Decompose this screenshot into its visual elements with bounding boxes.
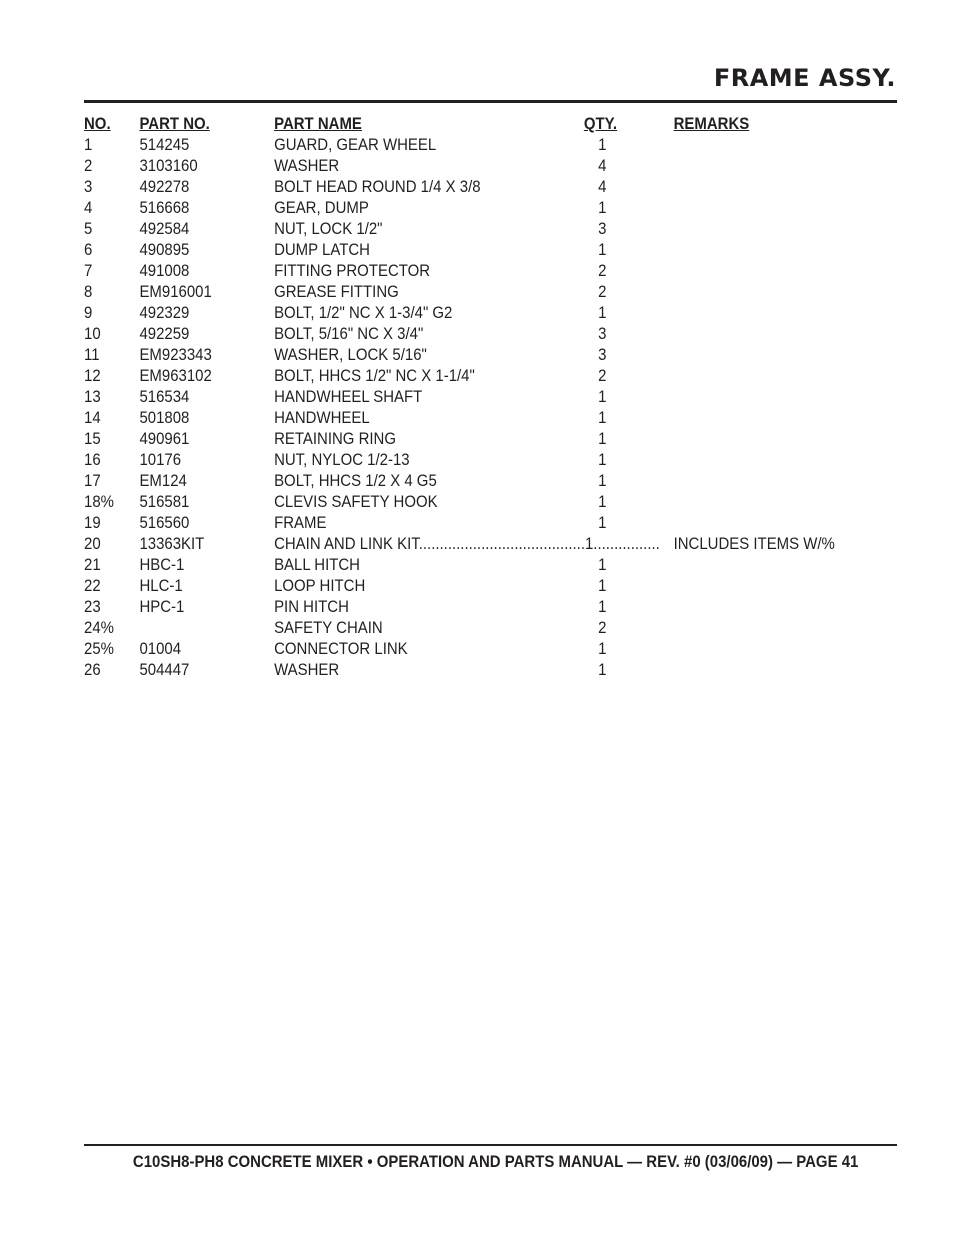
- row-part-name: GUARD, GEAR WHEEL: [274, 135, 437, 154]
- row-no: 6: [84, 240, 93, 259]
- header-part-name: PART NAME: [274, 114, 362, 133]
- row-part-no: 13363KIT: [139, 534, 205, 553]
- row-part-name: RETAINING RING: [274, 429, 396, 448]
- table-header-row: [84, 113, 897, 134]
- row-part-no: EM923343: [139, 345, 212, 364]
- page-footer: C10SH8-PH8 CONCRETE MIXER • OPERATION AND PARTS MANUAL — REV. #0 (03/06/09) — PAGE 41: [132, 1152, 858, 1171]
- table-row: [84, 428, 897, 449]
- row-no: 24%: [84, 618, 114, 637]
- row-part-no: HBC-1: [139, 555, 185, 574]
- row-qty: 1: [598, 240, 607, 259]
- row-part-no: 514245: [139, 135, 190, 154]
- row-qty: 4: [598, 156, 607, 175]
- row-part-name: BOLT, HHCS 1/2 X 4 G5: [274, 471, 437, 490]
- row-qty: 1: [598, 597, 607, 616]
- row-qty: 3: [598, 324, 607, 343]
- row-part-no: 490961: [139, 429, 190, 448]
- table-row: [84, 512, 897, 533]
- row-qty: 2: [598, 366, 607, 385]
- table-body-lower: [84, 554, 897, 680]
- row-no: 3: [84, 177, 93, 196]
- table-row: [84, 365, 897, 386]
- row-part-no: 501808: [139, 408, 190, 427]
- row-part-name: BOLT, 5/16" NC X 3/4": [274, 324, 424, 343]
- row-no: 11: [84, 345, 100, 364]
- table-row: [84, 134, 897, 155]
- row-part-no: EM916001: [139, 282, 212, 301]
- row-qty: 2: [598, 618, 607, 637]
- row-no: 5: [84, 219, 93, 238]
- row-part-no: 10176: [139, 450, 182, 469]
- row-part-no: 01004: [139, 639, 182, 658]
- row-part-name: NUT, LOCK 1/2": [274, 219, 383, 238]
- table-row: [84, 344, 897, 365]
- row-part-no: 492584: [139, 219, 190, 238]
- row-no: 15: [84, 429, 101, 448]
- row-part-name: GEAR, DUMP: [274, 198, 369, 217]
- table-row: [84, 449, 897, 470]
- table-row: [84, 155, 897, 176]
- row-part-no: 491008: [139, 261, 190, 280]
- page-title: FRAME ASSY.: [713, 64, 896, 92]
- row-part-name: LOOP HITCH: [274, 576, 366, 595]
- row-no: 19: [84, 513, 101, 532]
- row-part-name: FRAME: [274, 513, 327, 532]
- row-qty: 3: [598, 219, 607, 238]
- table-row: [84, 281, 897, 302]
- table-row: [84, 638, 897, 659]
- table-body-upper: [84, 134, 897, 533]
- row-qty: 1: [598, 135, 607, 154]
- row-no: 16: [84, 450, 101, 469]
- table-row: [84, 302, 897, 323]
- title-rule: [84, 100, 897, 103]
- row-part-name: BOLT, HHCS 1/2" NC X 1-1/4": [274, 366, 475, 385]
- row-part-name: BOLT HEAD ROUND 1/4 X 3/8: [274, 177, 481, 196]
- row-part-name: CLEVIS SAFETY HOOK: [274, 492, 438, 511]
- row-no: 9: [84, 303, 93, 322]
- row-no: 22: [84, 576, 101, 595]
- row-part-name: HANDWHEEL SHAFT: [274, 387, 423, 406]
- table-row: [84, 491, 897, 512]
- row-part-name-with-leaders: CHAIN AND LINK KIT........................................1................: [274, 534, 660, 553]
- parts-table: [84, 113, 897, 680]
- row-part-name: BALL HITCH: [274, 555, 360, 574]
- row-part-no: EM963102: [139, 366, 212, 385]
- footer-rule: [84, 1144, 897, 1146]
- row-qty: 1: [598, 639, 607, 658]
- row-qty: 1: [598, 198, 607, 217]
- row-part-no: HLC-1: [139, 576, 183, 595]
- table-row: [84, 197, 897, 218]
- row-no: 18%: [84, 492, 114, 511]
- row-part-no: HPC-1: [139, 597, 185, 616]
- header-part-no: PART NO.: [139, 114, 210, 133]
- header-remarks: REMARKS: [673, 114, 750, 133]
- row-qty: 1: [598, 450, 607, 469]
- row-part-no: 492259: [139, 324, 190, 343]
- row-no: 17: [84, 471, 101, 490]
- row-part-name: BOLT, 1/2" NC X 1-3/4" G2: [274, 303, 453, 322]
- row-qty: 1: [598, 303, 607, 322]
- row-part-name: WASHER: [274, 660, 340, 679]
- row-part-no: 516668: [139, 198, 190, 217]
- table-row: [84, 596, 897, 617]
- row-part-name: GREASE FITTING: [274, 282, 399, 301]
- row-part-name: CONNECTOR LINK: [274, 639, 408, 658]
- row-part-no: 516581: [139, 492, 190, 511]
- table-row: [84, 554, 897, 575]
- row-part-no: 492329: [139, 303, 190, 322]
- table-row: [84, 218, 897, 239]
- row-no: 10: [84, 324, 101, 343]
- row-part-name: WASHER: [274, 156, 340, 175]
- table-row: [84, 575, 897, 596]
- header-qty: QTY.: [583, 114, 618, 133]
- table-row: [84, 176, 897, 197]
- row-part-no: 516534: [139, 387, 190, 406]
- row-qty: 1: [598, 492, 607, 511]
- row-qty: 1: [598, 408, 607, 427]
- row-part-name: FITTING PROTECTOR: [274, 261, 431, 280]
- row-no: 4: [84, 198, 93, 217]
- row-no: 25%: [84, 639, 114, 658]
- row-part-name: NUT, NYLOC 1/2-13: [274, 450, 410, 469]
- row-qty: 3: [598, 345, 607, 364]
- row-qty: 2: [598, 282, 607, 301]
- row-qty: 2: [598, 261, 607, 280]
- row-qty: 4: [598, 177, 607, 196]
- row-qty: 1: [598, 576, 607, 595]
- row-no: 21: [84, 555, 101, 574]
- row-part-name: DUMP LATCH: [274, 240, 370, 259]
- row-part-no: 490895: [139, 240, 190, 259]
- row-qty: 1: [598, 429, 607, 448]
- row-no: 13: [84, 387, 101, 406]
- table-row: [84, 617, 897, 638]
- table-row: [84, 407, 897, 428]
- row-qty: 1: [598, 555, 607, 574]
- row-qty: 1: [598, 471, 607, 490]
- row-qty: 1: [598, 513, 607, 532]
- row-part-no: 3103160: [139, 156, 198, 175]
- row-no: 7: [84, 261, 93, 280]
- row-qty: 1: [598, 387, 607, 406]
- row-no: 8: [84, 282, 93, 301]
- row-part-name: HANDWHEEL: [274, 408, 370, 427]
- table-row-kit: [84, 533, 897, 554]
- row-part-name: SAFETY CHAIN: [274, 618, 383, 637]
- row-qty: 1: [598, 660, 607, 679]
- row-part-name: WASHER, LOCK 5/16": [274, 345, 427, 364]
- table-row: [84, 386, 897, 407]
- row-no: 26: [84, 660, 101, 679]
- header-no: NO.: [84, 114, 111, 133]
- row-no: 12: [84, 366, 101, 385]
- row-no: 14: [84, 408, 101, 427]
- row-part-no: EM124: [139, 471, 187, 490]
- row-no: 2: [84, 156, 93, 175]
- row-part-no: 492278: [139, 177, 190, 196]
- row-part-no: 516560: [139, 513, 190, 532]
- table-row: [84, 239, 897, 260]
- row-remarks: INCLUDES ITEMS W/%: [673, 534, 835, 553]
- row-no: 1: [84, 135, 93, 154]
- table-row: [84, 659, 897, 680]
- row-no: 20: [84, 534, 101, 553]
- row-no: 23: [84, 597, 101, 616]
- table-row: [84, 470, 897, 491]
- row-part-no: 504447: [139, 660, 190, 679]
- table-row: [84, 323, 897, 344]
- table-row: [84, 260, 897, 281]
- row-part-name: PIN HITCH: [274, 597, 349, 616]
